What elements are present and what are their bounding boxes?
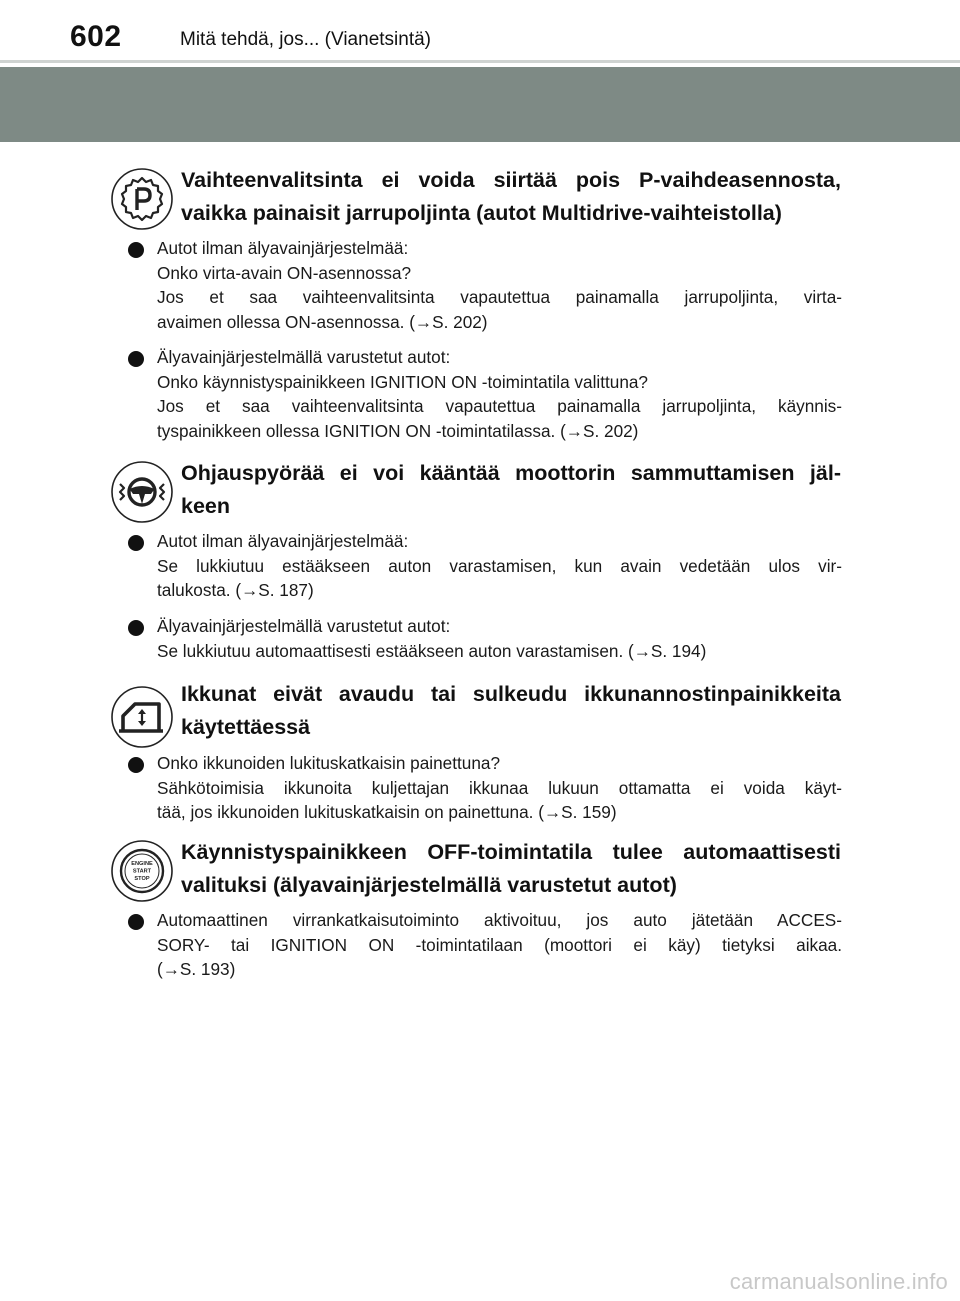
watermark: carmanualsonline.info <box>729 1269 948 1294</box>
bullet-text <box>157 751 842 825</box>
park-p-gear-icon <box>111 168 173 230</box>
page-header <box>0 0 960 60</box>
bullet-dot-icon <box>128 535 144 551</box>
text-line: Jos et saa vaihteenvalitsinta vapautettua painamalla jarrupoljinta, virta- <box>157 287 842 307</box>
bullet-text <box>157 345 842 443</box>
bullet-dot-icon <box>128 757 144 773</box>
bullet-dot-icon <box>128 351 144 367</box>
bullet-text <box>157 614 842 663</box>
bullet-text <box>157 908 842 982</box>
text-line: tyspainikkeen ollessa IGNITION ON -toimintatilassa. (→S. 202) <box>157 420 639 441</box>
text-line: talukosta. (→S. 187) <box>157 580 314 600</box>
text-line: Se lukkiutuu estääkseen auton varastamisen, kun avain vedetään ulos vir- <box>157 555 842 576</box>
icon-text-engine: ENGINE <box>131 861 153 867</box>
bullet-text <box>157 236 842 334</box>
text-line: Onko virta-avain ON-asennossa? <box>157 262 412 283</box>
title-line: Ohjauspyörää ei voi kääntää moottorin sammuttamisen jäl- <box>181 461 841 485</box>
steering-wheel-lock-icon <box>111 461 173 523</box>
text-line: Autot ilman älyavainjärjestelmää: <box>157 238 409 258</box>
text-line: Älyavainjärjestelmällä varustetut autot: <box>157 347 451 367</box>
section-title <box>181 457 841 523</box>
title-line: keen <box>181 494 231 518</box>
icon-text-stop: STOP <box>134 876 150 882</box>
text-line: avaimen ollessa ON-asennossa. (→S. 202) <box>157 311 488 332</box>
power-window-icon <box>111 686 173 748</box>
text-line: Sähkötoimisia ikkunoita kuljettajan ikkunaa lukuun ottamatta ei voida käyt- <box>157 777 842 798</box>
bullet-dot-icon <box>128 914 144 930</box>
text-line: Onko ikkunoiden lukituskatkaisin painettuna? <box>157 753 501 773</box>
section-title: Käynnistyspainikkeen OFF-toimintatila tulee automaattisesti valituksi (älyavainjärjestelmällä varustetut autot) <box>181 840 841 897</box>
section-title: Ikkunat eivät avaudu tai sulkeudu ikkunannostinpainikkeita käytettäessä <box>181 682 841 739</box>
text-line: Automaattinen virrankatkaisutoiminto aktivoituu, jos auto jätetään ACCES- <box>157 910 842 930</box>
page-header-title: Mitä tehdä, jos... (Vianetsintä) <box>180 29 431 50</box>
engine-start-stop-button-icon <box>111 840 173 902</box>
icon-text-start: START <box>132 868 152 875</box>
text-line: Autot ilman älyavainjärjestelmää: <box>157 531 409 551</box>
text-line: Älyavainjärjestelmällä varustetut autot: <box>157 616 451 636</box>
header-band <box>0 67 960 142</box>
text-line: (→S. 193) <box>157 959 236 979</box>
section-title: Vaihteenvalitsinta ei voida siirtää pois P-vaihdeasennosta, vaikka painaisit jarrupoljinta (autot Multidrive-vaihteistolla) <box>181 168 841 225</box>
bullet-text <box>157 529 842 603</box>
text-line: tää, jos ikkunoiden lukituskatkaisin on painettuna. (→S. 159) <box>157 802 617 822</box>
text-line: Onko käynnistyspainikkeen IGNITION ON -toimintatila valittuna? <box>157 371 648 392</box>
text-line: Jos et saa vaihteenvalitsinta vapautettua painamalla jarrupoljinta, käynnis- <box>157 396 842 416</box>
bullet-dot-icon <box>128 620 144 636</box>
text-line: SORY- tai IGNITION ON -toimintatilaan (moottori ei käy) tietyksi aikaa. <box>157 934 842 955</box>
page-number: 602 <box>70 20 122 53</box>
text-line: Se lukkiutuu automaattisesti estääkseen auton varastamisen. (→S. 194) <box>157 640 707 661</box>
bullet-dot-icon <box>128 242 144 258</box>
header-rule <box>0 60 960 63</box>
